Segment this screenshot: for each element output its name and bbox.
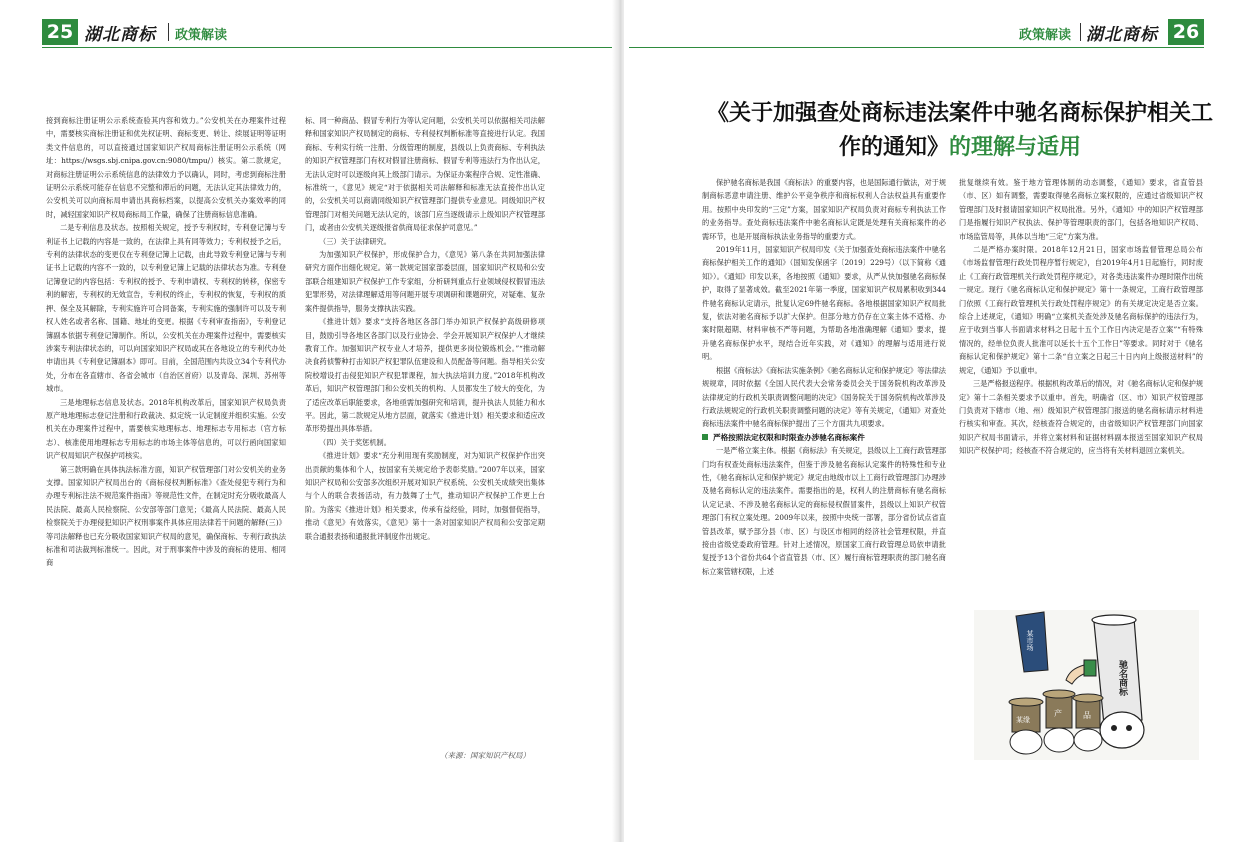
cartoon-illustration [974,610,1199,760]
paragraph: 二是专利信息及状态。按照相关规定，授予专利权时，专利登记簿与专利证书上记载的内容是一致的，在法律上具有同等效力；专利权授予之后，专利的法律状态的变更仅在专利登记簿上记载，由此导致专利登记簿与专利证书上记载的内容不一致的，以专利登记簿上记载的法律状态为准。专利登记簿登记的内容包括：专利权的授予、专利申请权、专利权的转移，保密专利的解密，专利权的无效宣告，专利权的终止，专利权的恢复，专利权的质押、保全及其解除，专利实施许可合同备案，专利实施的强制许可以及专利权人姓名或者名称、国籍、地址的变更。根据《专利审查指南》，专利登记簿副本依据专利登记簿制作。所以，公安机关在办理案件过程中，需要核实涉案专利法律状态的，可以向国家知识产权局或其在各地设立的专利代办处申请出具《专利登记簿副本》即可。目前，全国范围内共设立34个专利代办处，分布在各直辖市、各省会城市（自治区首府）以及青岛、深圳、苏州等城市。 [46,223,286,394]
hat-label: 某缘 [1016,716,1030,724]
header-separator [1080,23,1081,41]
title-main: 《关于加强查处商标违法案件中驰名商标保护相关工作的通知》 [706,101,1213,160]
right-page [624,0,1241,842]
hat-label: 产 [1054,709,1062,718]
text-column-2 [305,114,545,734]
page-number: 25 [42,19,78,45]
paragraph: 根据《商标法》《商标法实施条例》《驰名商标认定和保护规定》等法律法规规章，同时依据《全国人民代表大会常务委员会关于国务院机构改革涉及法律规定的行政机关职责调整问题的决定》《国务院关于国务院机构改革涉及行政法规规定的行政机关职责调整问题的决定》等有关规定，《通知》对查处商标违法案件中驰名商标保护提出了三个方面共九项要求。 [702,365,946,429]
title-highlight: 的理解与适用 [949,135,1082,160]
paragraph: 标、同一种商品、假冒专利行为等认定问题，公安机关可以依据相关司法解释和国家知识产权局制定的商标、专利侵权判断标准等直接进行认定。我国商标、专利实行统一注册、分级管理的制度，县级以上负责商标、专利执法的知识产权管理部门有权对假冒注册商标、假冒专利等违法行为作出认定，无法认定时可以逐级向其上级部门请示。为保证办案程序合规、定性准确、标准统一，《意见》规定“对于依据相关司法解释和标准无法直接作出认定的，公安机关可以商请同级知识产权管理部门提供专业意见。同级知识产权管理部门对相关问题无法认定的，该部门应当逐级请示上级知识产权管理部门，或者由公安机关逐级报省供商局征求保护司意见。” [305,116,545,233]
paragraph: 为加强知识产权保护，形成保护合力，《意见》第八条在共同加强法律研究方面作出细化规定。第一款规定国家部委层面，国家知识产权局和公安部联合组建知识产权保护工作专家组，分析研判重点行业领域侵权假冒违法犯罪形势，对法律理解适用等问题开展专项调研和课题研究，对疑难、复杂案件提供指导，服务支撑执法实践。 [305,250,545,313]
header-separator [168,23,169,41]
paragraph: 三是地理标志信息及状态。2018年机构改革后，国家知识产权局负责原产地地理标志登记注册和行政裁决、拟定统一认定制度并组织实施。公安机关在办理案件过程中，需要核实地理标志、地理标志专用标志（官方标志）、核准使用地理标志专用标志的市场主体等信息的，可以行函向国家知识产权局知识产权保护司核实。 [46,397,286,461]
paragraph: 保护驰名商标是我国《商标法》的重要内容，也是国际通行做法，对于规制商标恶意申请注册、维护公平竞争秩序和商标权利人合法权益具有重要作用。按照中央印发的“三定”方案，国家知识产权局负责对商标专利执法工作的业务指导。查处商标违法案件中驰名商标认定既是处理有关商标案件的必需环节，也是开展商标执法业务指导的重要方式。 [702,178,946,241]
subheading: （四）关于奖惩机制。 [319,437,391,447]
small-figure-middle [1043,690,1075,752]
page-number: 26 [1168,19,1204,45]
paragraph: 第三款明确在具体执法标准方面，知识产权管理部门对公安机关的业务支撑。国家知识产权局出台的《商标侵权判断标准》《查处侵犯专利行为和办理专利标注法不规范案件指南》等规范性文件，在制定时充分吸收最高人民法院、最高人民检察院、公安部等部门意见；《最高人民法院、最高人民检察院关于办理侵犯知识产权刑事案件具体应用法律若干问题的解释(三)》等司法解释也已充分吸收国家知识产权局的意见，确保商标、专利行政执法标准和司法裁判标准统一。因此，对于刑事案件中涉及的商标的使用、相同商 [46,464,286,568]
paragraph: 2019年11月，国家知识产权局印发《关于加强查处商标违法案件中驰名商标保护相关工作的通知》（国知发保函字〔2019〕229号）（以下简称《通知》）。《通知》印发以来，各地按照《通知》要求，从严从快加强驰名商标保护，取得了显著成效。截至2021年第一季度，国家知识产权局累积收到344件驰名商标认定请示，批复认定69件驰名商标。各地根据国家知识产权局批复，依法对驰名商标予以扩大保护。但部分地方仍存在立案主体不适格、办案时限超期、材料审核不严等问题，为帮助各地准确理解《通知》要求，提升驰名商标保护水平，现结合近年实践，对《通知》的理解与适用进行说明。 [702,245,946,362]
paragraph: 《推进计划》要求“充分利用现有奖励制度，对为知识产权保护作出突出贡献的集体和个人，按国家有关规定给予表彰奖励。”2007年以来，国家知识产权局和公安部多次组织开展对知识产权系统、公安机关成绩突出集体与个人的联合表扬活动，有力鼓舞了士气，推动知识产权保护工作更上台阶。为落实《推进计划》相关要求，传承有益经验，同时，加强督促指导，推动《意见》有效落实，《意见》第十一条对国家知识产权局和公安部定期联合通报表扬和通报批评制度作出规定。 [305,451,545,541]
hat-label: 驰名商标 [1117,660,1127,696]
section-name: 政策解读 [1019,28,1072,43]
paragraph: 接到商标注册证明公示系统查验其内容和效力。”公安机关在办理案件过程中，需要核实商标注册证和优先权证明、商标变更、转让、续展证明等证明类文件信息的，可以直接通过国家知识产权局商标注册证明公示系统（网址：https://wsgs.sbj.cnipa.gov.cn:9080/tmpu/）核实。第二款规定，对商标注册证明公示系统信息的法律效力予以确认，同时，考虑到商标注册证明公示系统可能存在信息不完整和滞后的问题，无法认定其法律效力的，公安机关可以向商标局申请出具商标档案，以提高公安机关办案效率的同时，减轻国家知识产权局商标局工作量，确保了注册商标信息准确。 [46,116,286,219]
left-page [0,0,617,842]
paragraph: 二是严格办案时限。2018年12月21日，国家市场监督管理总局公布《市场监督管理行政处罚程序暂行规定》，自2019年4月1日起施行，同时废止《工商行政管理机关行政处罚程序规定》，对各类违法案件办理时限作出统一规定。现行《驰名商标认定和保护规定》第十一条规定，工商行政管理部门依照《工商行政管理机关行政处罚程序规定》的有关规定决定是否立案。综合上述规定，《通知》明确“立案机关查处涉及驰名商标保护的违法行为，应于收到当事人书面请求材料之日起十五个工作日内决定是否立案”“有特殊情况的，经单位负责人批准可以延长十五个工作日”等要求。同时对于《驰名商标认定和保护规定》第十二条“自立案之日起三十日内向上级报送材料”的规定，《通知》予以重申。 [959,245,1203,375]
paragraph: 批复继续有效。鉴于地方管理体制的动态调整，《通知》要求，省直管县（市、区）如有调整，需要取得驰名商标立案权限的，应通过省级知识产权管理部门及时报请国家知识产权局批准。另外，《通知》中的知识产权管理部门是指履行知识产权执法、保护等管理职责的部门，包括各地知识产权局、市场监管局等，具体以当地“三定”方案为准。 [959,178,1203,241]
section-heading-text: 严格按照法定权限和时限查办涉驰名商标案件 [713,432,865,442]
magazine-brand: 湖北商标 [84,25,156,45]
text-column-1 [46,114,286,769]
square-bullet-icon [702,434,708,440]
section-heading [702,431,946,444]
small-figure-right [1073,694,1103,751]
magazine-brand: 湖北商标 [1086,25,1158,45]
paragraph: 一是严格立案主体。根据《商标法》有关规定，县级以上工商行政管理部门均有权查处商标违法案件，但鉴于涉及驰名商标认定案件的特殊性和专业性，《驰名商标认定和保护规定》规定由地级市以上工商行政管理部门办理涉及驰名商标认定的违法案件。需要指出的是，权利人的注册商标有驰名商标认定记录、不涉及驰名商标认定的商标侵权假冒案件，县级以上知识产权管理部门有权立案处理。2009年以来，按照中央统一部署，部分省份试点省直管县改革，赋予部分县（市、区）与设区市相同的经济社会管理权限，并直接由省级党委政府管理。针对上述情况，原国家工商行政管理总局依申请批复授予13个省份共64个省直管县（市、区）履行商标管理职责的部门驰名商标立案管辖权限，上述 [702,446,946,576]
source-credit: （来源：国家知识产权局） [440,751,530,760]
banner-label: 某市场 [1026,630,1034,651]
text-column-3 [702,176,946,756]
hat-label: 品 [1083,711,1091,720]
paragraph: 《推进计划》要求“支持各地区各部门举办知识产权保护高级研修项目，鼓励引导各地区各部门以及行业协会、学会开展知识产权保护人才继续教育工作。加强知识产权专业人才培养，提供更多岗位锻炼机会。”“推动解决食药侦警种打击知识产权犯罪队伍建设和人员配备等问题。指导相关公安院校增设打击侵犯知识产权犯罪课程，加大执法培训力度。”2018年机构改革后，知识产权管理部门和公安机关的机构、人员都发生了较大的变化，为了适应改革后职能要求，各地亟需加强研究和培训，提升执法人员能力和水平。因此，第二款规定从地方层面，就落实《推进计划》相关要求和适应改革形势提出具体举措。 [305,317,545,434]
section-name: 政策解读 [175,28,228,43]
header-rule [42,47,612,48]
article-title [700,97,1220,165]
small-figure-left [1009,698,1043,754]
subheading: （三）关于法律研究。 [319,236,391,246]
paragraph: 三是严格报送程序。根据机构改革后的情况，对《驰名商标认定和保护规定》第十二条相关要求予以重申。首先，明确省（区、市）知识产权管理部门负责对下辖市（地、州）级知识产权管理部门报送的驰名商标请示材料进行核实和审查。其次，经核查符合规定的，由省级知识产权管理部门向国家知识产权局书面请示，并将立案材料和证据材料副本报送至国家知识产权局知识产权保护司；经核查不符合规定的，应当将有关材料退回立案机关。 [959,379,1203,456]
text-column-4 [959,176,1203,616]
header-rule [629,47,1204,48]
